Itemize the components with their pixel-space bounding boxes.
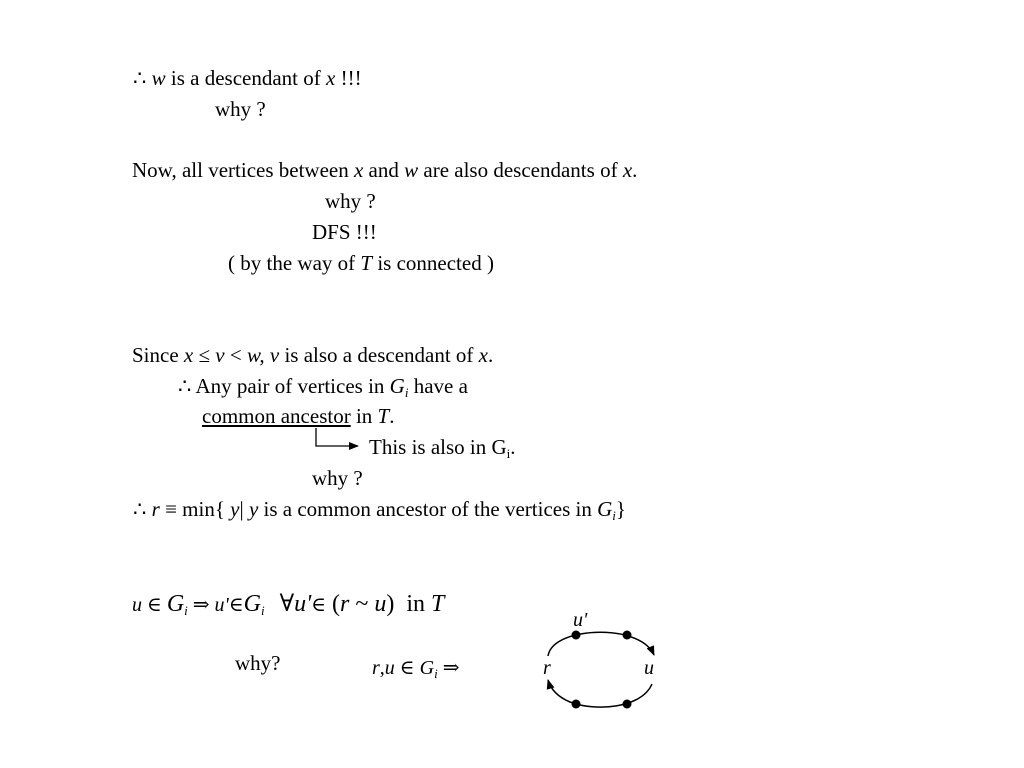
var-x: x xyxy=(622,158,633,182)
var-w: w xyxy=(151,66,166,90)
var-T: T xyxy=(431,591,445,617)
var-T: T xyxy=(377,404,390,428)
subscript-i: i xyxy=(506,446,511,461)
elbow-arrow xyxy=(316,428,358,446)
subscript-i: i xyxy=(184,603,188,618)
element-of-symbol: ∈ xyxy=(394,657,420,679)
subscript-i: i xyxy=(404,385,409,400)
therefore-symbol: ∴ xyxy=(133,497,147,521)
text: ( by the way of xyxy=(228,251,361,275)
text: Now, all vertices between xyxy=(132,158,354,182)
text: in xyxy=(350,404,378,428)
var-u-prime: u' xyxy=(573,609,588,631)
subscript-i: i xyxy=(612,508,616,523)
text: Since xyxy=(132,343,184,367)
why-text: why ? xyxy=(215,97,266,121)
var-u: u xyxy=(644,657,654,679)
var-r: r xyxy=(543,657,551,679)
therefore-symbol: ∴ xyxy=(133,66,147,90)
why-text: why ? xyxy=(325,189,376,213)
var-G: G xyxy=(166,591,185,617)
common-ancestor-text: common ancestor xyxy=(202,404,351,428)
var-G: G xyxy=(243,591,261,617)
var-u: u xyxy=(132,594,142,616)
paren: ( xyxy=(326,591,341,617)
therefore-symbol: ∴ xyxy=(178,374,192,398)
lt-symbol: < xyxy=(224,343,247,367)
paren: ) xyxy=(386,591,395,617)
var-v: v xyxy=(215,343,225,367)
text: have a xyxy=(408,374,468,398)
text: is connected ) xyxy=(372,251,494,275)
tilde-symbol: ~ xyxy=(349,591,375,617)
var-w: w, xyxy=(246,343,265,367)
vertex-dot xyxy=(623,631,632,640)
forall-symbol: ∀ xyxy=(279,591,295,617)
text: is a common ancestor of the vertices in xyxy=(258,497,598,521)
subscript-i: i xyxy=(260,603,265,618)
var-x: x xyxy=(353,158,364,182)
var-r: r xyxy=(340,591,350,617)
text: . xyxy=(488,343,494,367)
var-u: u xyxy=(384,657,395,679)
dfs-text: DFS !!! xyxy=(312,220,377,244)
text: and xyxy=(363,158,405,182)
var-G: G xyxy=(389,374,405,398)
var-T: T xyxy=(360,251,373,275)
var-v: v xyxy=(269,343,280,367)
text: Any pair of vertices in xyxy=(191,374,390,398)
equiv-symbol: ≡ xyxy=(159,497,183,521)
bar: | xyxy=(239,497,249,521)
var-u-prime: u' xyxy=(214,594,229,616)
why-text: why? xyxy=(235,651,281,675)
var-G: G xyxy=(597,497,613,521)
comma: , xyxy=(379,657,385,679)
var-u-prime: u' xyxy=(294,591,312,617)
var-r: r xyxy=(372,657,380,679)
implies-symbol: ⇒ xyxy=(187,594,215,616)
var-y: y xyxy=(230,497,240,521)
var-r: r xyxy=(151,497,160,521)
text: . xyxy=(510,435,516,459)
element-of-symbol: ∈ xyxy=(142,594,167,616)
implies-symbol: ⇒ xyxy=(437,657,460,679)
text: This is also in G xyxy=(369,435,507,459)
vertex-dot xyxy=(572,700,581,709)
in-text: in xyxy=(394,591,432,617)
var-x: x xyxy=(478,343,488,367)
subscript-i: i xyxy=(434,666,438,681)
element-of-symbol: ∈ xyxy=(228,594,244,616)
var-u: u xyxy=(374,591,387,617)
var-y: y xyxy=(248,497,259,521)
var-x: x xyxy=(183,343,194,367)
min-text: min{ xyxy=(182,497,231,521)
text: are also descendants of xyxy=(418,158,623,182)
text: is a descendant of xyxy=(165,66,327,90)
var-G: G xyxy=(419,657,435,679)
bottom-arc xyxy=(548,680,652,707)
top-arc xyxy=(548,632,654,656)
text: . xyxy=(389,404,395,428)
vertex-dot xyxy=(623,700,632,709)
element-of-symbol: ∈ xyxy=(311,594,327,616)
why-text: why ? xyxy=(312,466,363,490)
text: !!! xyxy=(335,66,362,90)
leq-symbol: ≤ xyxy=(193,343,216,367)
var-w: w xyxy=(404,158,419,182)
vertex-dot xyxy=(572,631,581,640)
brace: } xyxy=(615,497,626,521)
var-x: x xyxy=(326,66,336,90)
text: . xyxy=(632,158,638,182)
text: is also a descendant of xyxy=(279,343,479,367)
